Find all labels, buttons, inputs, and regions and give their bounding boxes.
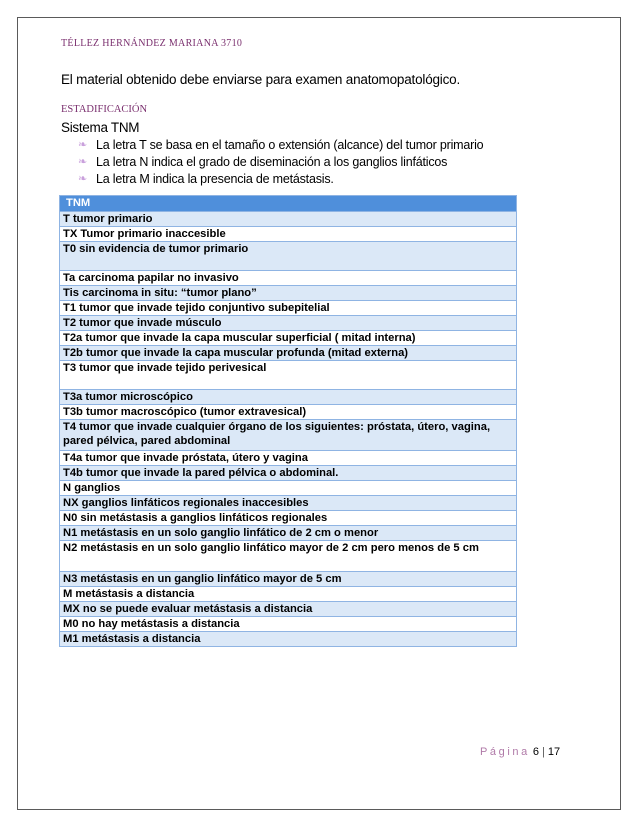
leaf-bullet-icon: ❧ (78, 156, 88, 168)
table-row (60, 496, 517, 511)
table-cell: T3 tumor que invade tejido perivesical (60, 361, 517, 390)
page-footer (480, 746, 560, 758)
table-row (60, 346, 517, 361)
table-cell: Ta carcinoma papilar no invasivo (60, 271, 517, 286)
table-row (60, 271, 517, 286)
table-header-cell: TNM (60, 196, 517, 212)
table-cell: NX ganglios linfáticos regionales inaccesibles (60, 496, 517, 511)
footer-page-number: 6 (532, 746, 540, 758)
table-row (60, 316, 517, 331)
table-cell: N ganglios (60, 481, 517, 496)
intro-paragraph: El material obtenido debe enviarse para examen anatomopatológico. (61, 72, 461, 87)
bullet-text: La letra N indica el grado de diseminación a los ganglios linfáticos (96, 154, 448, 169)
table-cell: T3a tumor microscópico (60, 390, 517, 405)
bullet-text: La letra M indica la presencia de metástasis. (96, 171, 334, 186)
table-row (60, 511, 517, 526)
table-row (60, 572, 517, 587)
footer-page-total: 17 (547, 746, 561, 758)
bullet-item (78, 170, 483, 187)
table-cell: M0 no hay metástasis a distancia (60, 617, 517, 632)
table-row (60, 390, 517, 405)
table-cell: T1 tumor que invade tejido conjuntivo subepitelial (60, 301, 517, 316)
bullet-item (78, 136, 483, 153)
bullet-item (78, 153, 483, 170)
footer-separator: | (542, 746, 545, 758)
table-header-row (60, 196, 517, 212)
table-cell: T tumor primario (60, 212, 517, 227)
table-cell: T4a tumor que invade próstata, útero y vagina (60, 451, 517, 466)
tnm-table (59, 195, 517, 647)
table-row (60, 286, 517, 301)
table-row (60, 617, 517, 632)
table-cell: T2 tumor que invade músculo (60, 316, 517, 331)
header-author: TÉLLEZ HERNÁNDEZ MARIANA 3710 (61, 38, 243, 49)
leaf-bullet-icon: ❧ (78, 173, 88, 185)
table-row (60, 301, 517, 316)
table-cell: M metástasis a distancia (60, 587, 517, 602)
table-row (60, 632, 517, 647)
table-row (60, 331, 517, 346)
table-cell: N1 metástasis en un solo ganglio linfático de 2 cm o menor (60, 526, 517, 541)
table-row (60, 361, 517, 390)
table-cell: TX Tumor primario inaccesible (60, 227, 517, 242)
table-cell: N0 sin metástasis a ganglios linfáticos regionales (60, 511, 517, 526)
table-row (60, 541, 517, 572)
table-cell: N2 metástasis en un solo ganglio linfático mayor de 2 cm pero menos de 5 cm (60, 541, 517, 572)
table-row (60, 451, 517, 466)
table-cell: N3 metástasis en un ganglio linfático mayor de 5 cm (60, 572, 517, 587)
leaf-bullet-icon: ❧ (78, 139, 88, 151)
table-cell: MX no se puede evaluar metástasis a distancia (60, 602, 517, 617)
section-heading: ESTADIFICACIÓN (61, 104, 148, 115)
table-cell: T4 tumor que invade cualquier órgano de los siguientes: próstata, útero, vagina, pared pélvica, pared abdominal (60, 420, 517, 451)
table-row (60, 420, 517, 451)
table-row (60, 602, 517, 617)
footer-page-label: Página (480, 746, 530, 758)
table-row (60, 227, 517, 242)
table-cell: T2b tumor que invade la capa muscular profunda (mitad externa) (60, 346, 517, 361)
system-title: Sistema TNM (61, 120, 140, 135)
table-row (60, 405, 517, 420)
table-row (60, 587, 517, 602)
bullet-list (78, 136, 483, 187)
table-row (60, 466, 517, 481)
table-cell: T3b tumor macroscópico (tumor extravesical) (60, 405, 517, 420)
table-cell: T2a tumor que invade la capa muscular superficial ( mitad interna) (60, 331, 517, 346)
table-cell: Tis carcinoma in situ: “tumor plano” (60, 286, 517, 301)
bullet-text: La letra T se basa en el tamaño o extensión (alcance) del tumor primario (96, 137, 484, 152)
table-cell: T4b tumor que invade la pared pélvica o abdominal. (60, 466, 517, 481)
table-row (60, 481, 517, 496)
table-row (60, 526, 517, 541)
table-cell: M1 metástasis a distancia (60, 632, 517, 647)
table-row (60, 242, 517, 271)
table-row (60, 212, 517, 227)
table-cell: T0 sin evidencia de tumor primario (60, 242, 517, 271)
